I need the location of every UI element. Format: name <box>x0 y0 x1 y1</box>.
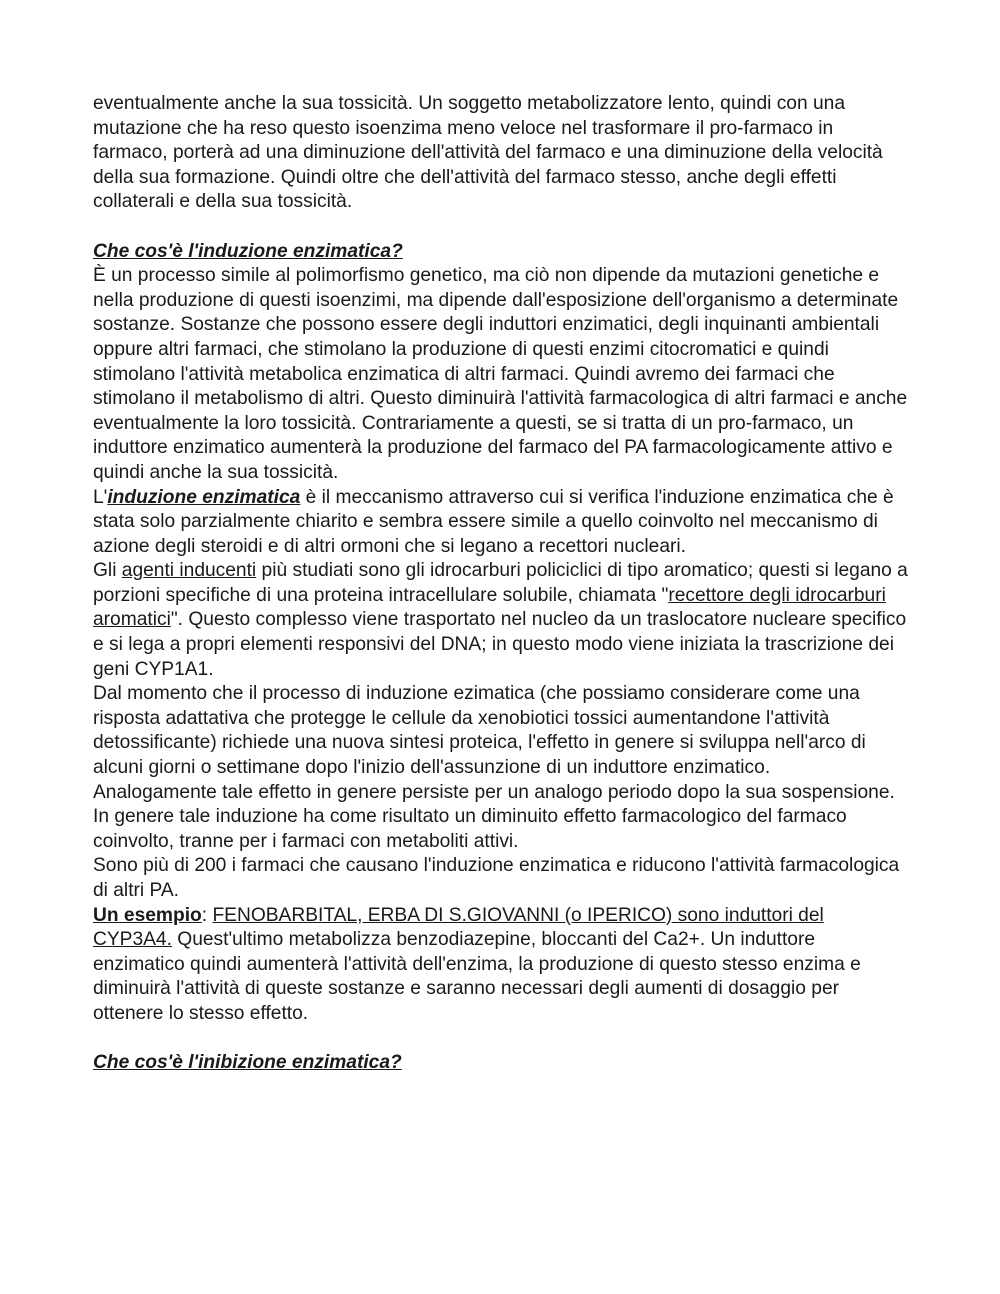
term-induzione-enzimatica: induzione enzimatica <box>107 486 301 508</box>
text-segment: : <box>201 904 213 926</box>
heading-induzione-enzimatica: Che cos'è l'induzione enzimatica? <box>93 240 403 262</box>
text-segment: più studiati sono gli idrocarburi policiclici di tipo aromatico; questi si legano a porzioni specifiche di una proteina intracellulare solubile, chiamata " <box>93 560 908 606</box>
paragraph-example <box>93 904 908 1027</box>
paragraph-inducing-agents <box>93 559 908 682</box>
text-segment: Gli <box>93 560 122 582</box>
text-segment: L' <box>93 486 108 508</box>
paragraph-induction-mechanism <box>93 486 908 560</box>
example-inducers: FENOBARBITAL, ERBA DI S.GIOVANNI (o IPERICO) sono induttori del CYP3A4. <box>93 904 824 951</box>
paragraph-result: In genere tale induzione ha come risultato un diminuito effetto farmacologico del farmaco coinvolto, tranne per i farmaci con metaboliti attivi. <box>93 806 847 852</box>
text-segment: ". Questo complesso viene trasportato nel nucleo da un traslocatore nucleare specifico e si lega a propri elementi responsivi del DNA; in questo modo viene iniziata la trascrizione dei geni CYP1A1. <box>93 609 907 680</box>
term-recettore-idrocarburi: recettore degli idrocarburi aromatici <box>93 584 886 631</box>
heading-inibizione-enzimatica: Che cos'è l'inibizione enzimatica? <box>93 1052 402 1074</box>
text-segment: è il meccanismo attraverso cui si verifica l'induzione enzimatica che è stata solo parzialmente chiarito e sembra essere simile a quello coinvolto nel meccanismo di azione degli steroidi e di altri ormoni che si legano a recettori nucleari. <box>93 486 894 557</box>
paragraph-induction-definition: È un processo simile al polimorfismo genetico, ma ciò non dipende da mutazioni genetiche e nella produzione di questi isoenzimi, ma dipende dall'esposizione dell'organismo a determinate sostanze. Sostanze che possono essere degli induttori enzimatici, degli inquinanti ambientali oppure altri farmaci, che stimolano la produzione di questi enzimi citocromatici e quindi stimolano l'attività metabolica enzimatica di altri farmaci. Quindi avremo dei farmaci che stimolano il metabolismo di altri. Questo diminuirà l'attività farmacologica di altri farmaci e anche eventualmente la loro tossicità. Contrariamente a questi, se si tratta di un pro-farmaco, un induttore enzimatico aumenterà la produzione del farmaco del PA farmacologicamente attivo e quindi anche la sua tossicità. <box>93 265 908 483</box>
example-label: Un esempio <box>93 904 202 926</box>
blank-line <box>93 215 908 240</box>
document-page <box>93 92 908 1076</box>
paragraph-timing: Dal momento che il processo di induzione ezimatica (che possiamo considerare come una risposta adattativa che protegge le cellule da xenobiotici tossici aumentandone l'attività detossificante) richiede una nuova sintesi proteica, l'effetto in genere si sviluppa nell'arco di alcuni giorni o settimane dopo l'inizio dell'assunzione di un induttore enzimatico. <box>93 683 866 779</box>
paragraph-persistence: Analogamente tale effetto in genere persiste per un analogo periodo dopo la sua sospensione. <box>93 781 895 803</box>
blank-line <box>93 1027 908 1052</box>
text-segment: Quest'ultimo metabolizza benzodiazepine, bloccanti del Ca2+. Un induttore enzimatico quindi aumenterà l'attività dell'enzima, la produzione di questo stesso enzima e diminuirà l'attività di queste sostanze e saranno necessari degli aumenti di dosaggio per ottenere lo stesso effetto. <box>93 929 861 1024</box>
paragraph-intro: eventualmente anche la sua tossicità. Un soggetto metabolizzatore lento, quindi con una mutazione che ha reso questo isoenzima meno veloce nel trasformare il pro-farmaco in farmaco, porterà ad una diminuzione dell'attività del farmaco e una diminuzione della velocità della sua formazione. Quindi oltre che dell'attività del farmaco stesso, anche degli effetti collaterali e della sua tossicità. <box>93 93 883 213</box>
term-agenti-inducenti: agenti inducenti <box>121 560 257 582</box>
paragraph-count: Sono più di 200 i farmaci che causano l'induzione enzimatica e riducono l'attività farmacologica di altri PA. <box>93 855 900 901</box>
